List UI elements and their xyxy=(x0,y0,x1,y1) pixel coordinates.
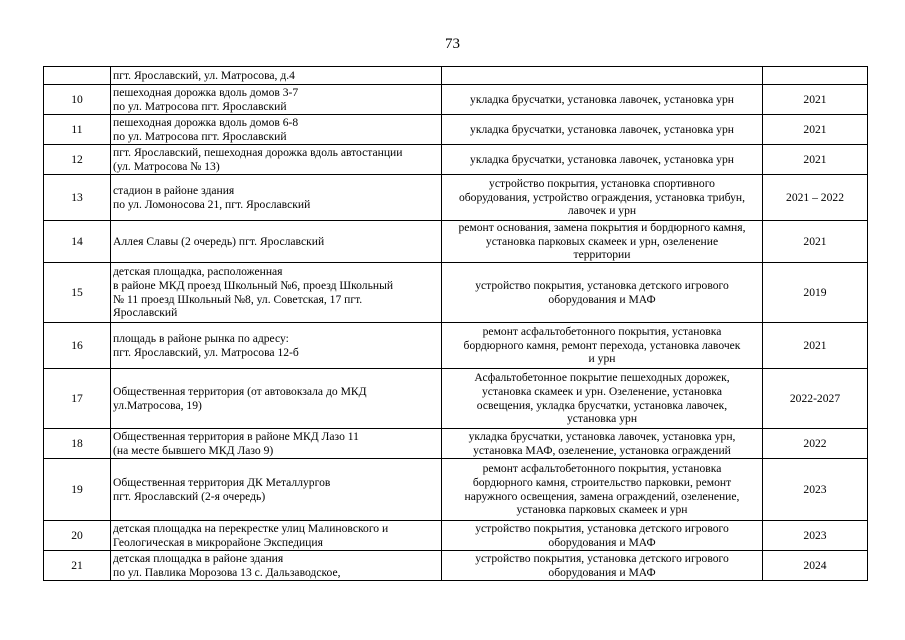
year-cell: 2022 xyxy=(763,429,868,459)
work-text-line: территории xyxy=(573,248,631,262)
object-text-line: № 11 проезд Школьный №8, ул. Советская, 17 пгт. xyxy=(113,292,363,306)
object-text-line: Общественная территория в районе МКД Лазо 11 xyxy=(113,429,359,443)
work-cell xyxy=(442,263,763,323)
work-cell xyxy=(442,429,763,459)
improvement-objects-table xyxy=(43,66,868,581)
row-number-cell: 18 xyxy=(44,429,111,459)
work-text-line: ремонт асфальтобетонного покрытия, установка xyxy=(482,462,722,476)
row-number-cell: 16 xyxy=(44,323,111,369)
object-text-line: по ул. Ломоносова 21, пгт. Ярославский xyxy=(113,197,311,211)
year-cell: 2021 xyxy=(763,323,868,369)
work-text-line: лавочек и урн xyxy=(567,204,637,218)
object-text-line: ул.Матросова, 19) xyxy=(113,398,202,412)
object-cell xyxy=(111,459,442,521)
work-text-line: устройство покрытия, установка детского игрового xyxy=(475,551,729,565)
work-text-line: Асфальтобетонное покрытие пешеходных дорожек, xyxy=(474,371,730,385)
object-text-line: Общественная территория (от автовокзала до МКД xyxy=(113,384,367,398)
year-cell: 2022-2027 xyxy=(763,369,868,429)
table-row xyxy=(44,429,868,459)
work-text-line: укладка брусчатки, установка лавочек, установка урн, xyxy=(468,429,736,443)
year-cell: 2021 – 2022 xyxy=(763,175,868,221)
object-cell xyxy=(111,221,442,263)
work-text-line: ремонт основания, замена покрытия и бордюрного камня, xyxy=(458,221,746,235)
work-cell xyxy=(442,221,763,263)
object-text-line: пешеходная дорожка вдоль домов 6-8 xyxy=(113,115,299,129)
object-text-line: пгт. Ярославский, ул. Матросова, д.4 xyxy=(113,68,295,82)
row-number-cell xyxy=(44,67,111,85)
object-cell xyxy=(111,145,442,175)
table-row xyxy=(44,145,868,175)
table-row xyxy=(44,551,868,581)
work-text-line: установка парковых скамеек и урн, озеленение xyxy=(485,234,719,248)
work-text-line: установка скамеек и урн. Озеленение, установка xyxy=(482,384,722,398)
year-cell: 2021 xyxy=(763,145,868,175)
table-row xyxy=(44,459,868,521)
object-text-line: Общественная территория ДК Металлургов xyxy=(113,475,331,489)
object-text-line: Ярославский xyxy=(113,306,178,320)
table-row xyxy=(44,67,868,85)
object-cell xyxy=(111,263,442,323)
year-cell: 2021 xyxy=(763,85,868,115)
object-text-line: детская площадка на перекрестке улиц Малиновского и xyxy=(113,521,389,535)
work-text-line: устройство покрытия, установка спортивного xyxy=(489,177,715,191)
row-number-cell: 21 xyxy=(44,551,111,581)
work-text-line: ремонт асфальтобетонного покрытия, установка xyxy=(482,325,722,339)
object-text-line: (на месте бывшего МКД Лазо 9) xyxy=(113,443,274,457)
work-text-line: освещения, укладка брусчатки, установка лавочек, xyxy=(476,398,728,412)
table-row xyxy=(44,521,868,551)
row-number-cell: 19 xyxy=(44,459,111,521)
row-number-cell: 17 xyxy=(44,369,111,429)
work-cell xyxy=(442,145,763,175)
object-text-line: Геологическая в микрорайоне Экспедиция xyxy=(113,535,323,549)
work-text-line: устройство покрытия, установка детского игрового xyxy=(475,278,729,292)
work-text-line: наружного освещения, замена ограждений, озеленение, xyxy=(464,489,740,503)
work-text-line: укладка брусчатки, установка лавочек, установка урн xyxy=(470,122,734,136)
row-number-cell: 15 xyxy=(44,263,111,323)
table-row xyxy=(44,175,868,221)
work-text-line: оборудования, устройство ограждения, установка трибун, xyxy=(458,190,746,204)
object-text-line: по ул. Матросова пгт. Ярославский xyxy=(113,99,287,113)
work-cell xyxy=(442,551,763,581)
work-text-line: устройство покрытия, установка детского игрового xyxy=(475,521,729,535)
object-text-line: пгт. Ярославский, ул. Матросова 12-б xyxy=(113,345,299,359)
work-text-line: укладка брусчатки, установка лавочек, установка урн xyxy=(470,152,734,166)
object-cell xyxy=(111,323,442,369)
object-cell xyxy=(111,175,442,221)
work-text-line: бордюрного камня, ремонт перехода, установка лавочек xyxy=(463,338,741,352)
object-cell xyxy=(111,429,442,459)
row-number-cell: 13 xyxy=(44,175,111,221)
row-number-cell: 20 xyxy=(44,521,111,551)
object-text-line: стадион в районе здания xyxy=(113,183,235,197)
work-text-line: установка урн xyxy=(566,412,638,426)
object-cell xyxy=(111,521,442,551)
year-cell: 2024 xyxy=(763,551,868,581)
work-cell xyxy=(442,323,763,369)
work-cell xyxy=(442,175,763,221)
object-cell xyxy=(111,551,442,581)
row-number-cell: 11 xyxy=(44,115,111,145)
table-row xyxy=(44,323,868,369)
work-text-line: бордюрного камня, строительство парковки, ремонт xyxy=(472,475,732,489)
row-number-cell: 12 xyxy=(44,145,111,175)
object-cell xyxy=(111,369,442,429)
work-text-line: установка парковых скамеек и урн xyxy=(516,503,688,517)
object-cell xyxy=(111,67,442,85)
work-cell xyxy=(442,85,763,115)
object-text-line: пешеходная дорожка вдоль домов 3-7 xyxy=(113,85,299,99)
year-cell: 2023 xyxy=(763,459,868,521)
work-text-line: и урн xyxy=(588,352,616,366)
year-cell xyxy=(763,67,868,85)
work-text-line: установка МАФ, озеленение, установка ограждений xyxy=(473,443,731,457)
table-row xyxy=(44,369,868,429)
work-text-line: оборудования и МАФ xyxy=(548,292,656,306)
row-number-cell: 10 xyxy=(44,85,111,115)
year-cell: 2019 xyxy=(763,263,868,323)
object-cell xyxy=(111,85,442,115)
object-text-line: пгт. Ярославский, пешеходная дорожка вдоль автостанции xyxy=(113,145,403,159)
work-cell xyxy=(442,115,763,145)
table-row xyxy=(44,221,868,263)
work-cell xyxy=(442,67,763,85)
table-row xyxy=(44,85,868,115)
object-text-line: в районе МКД проезд Школьный №6, проезд Школьный xyxy=(113,278,394,292)
work-cell xyxy=(442,521,763,551)
row-number-cell: 14 xyxy=(44,221,111,263)
work-text-line: оборудования и МАФ xyxy=(548,535,656,549)
table-row xyxy=(44,115,868,145)
work-cell xyxy=(442,459,763,521)
object-cell xyxy=(111,115,442,145)
year-cell: 2021 xyxy=(763,221,868,263)
object-text-line: детская площадка в районе здания xyxy=(113,551,284,565)
table-row xyxy=(44,263,868,323)
year-cell: 2023 xyxy=(763,521,868,551)
object-text-line: по ул. Матросова пгт. Ярославский xyxy=(113,129,287,143)
object-text-line: площадь в районе рынка по адресу: xyxy=(113,331,289,345)
work-cell xyxy=(442,369,763,429)
object-text-line: по ул. Павлика Морозова 13 с. Дальзаводское, xyxy=(113,565,341,579)
object-text-line: детская площадка, расположенная xyxy=(113,265,283,279)
year-cell: 2021 xyxy=(763,115,868,145)
object-text-line: пгт. Ярославский (2-я очередь) xyxy=(113,489,266,503)
object-text-line: Аллея Славы (2 очередь) пгт. Ярославский xyxy=(113,234,325,248)
work-text-line: укладка брусчатки, установка лавочек, установка урн xyxy=(470,92,734,106)
work-text-line: оборудования и МАФ xyxy=(548,565,656,579)
page-number: 73 xyxy=(445,36,460,52)
object-text-line: (ул. Матросова № 13) xyxy=(113,159,220,173)
